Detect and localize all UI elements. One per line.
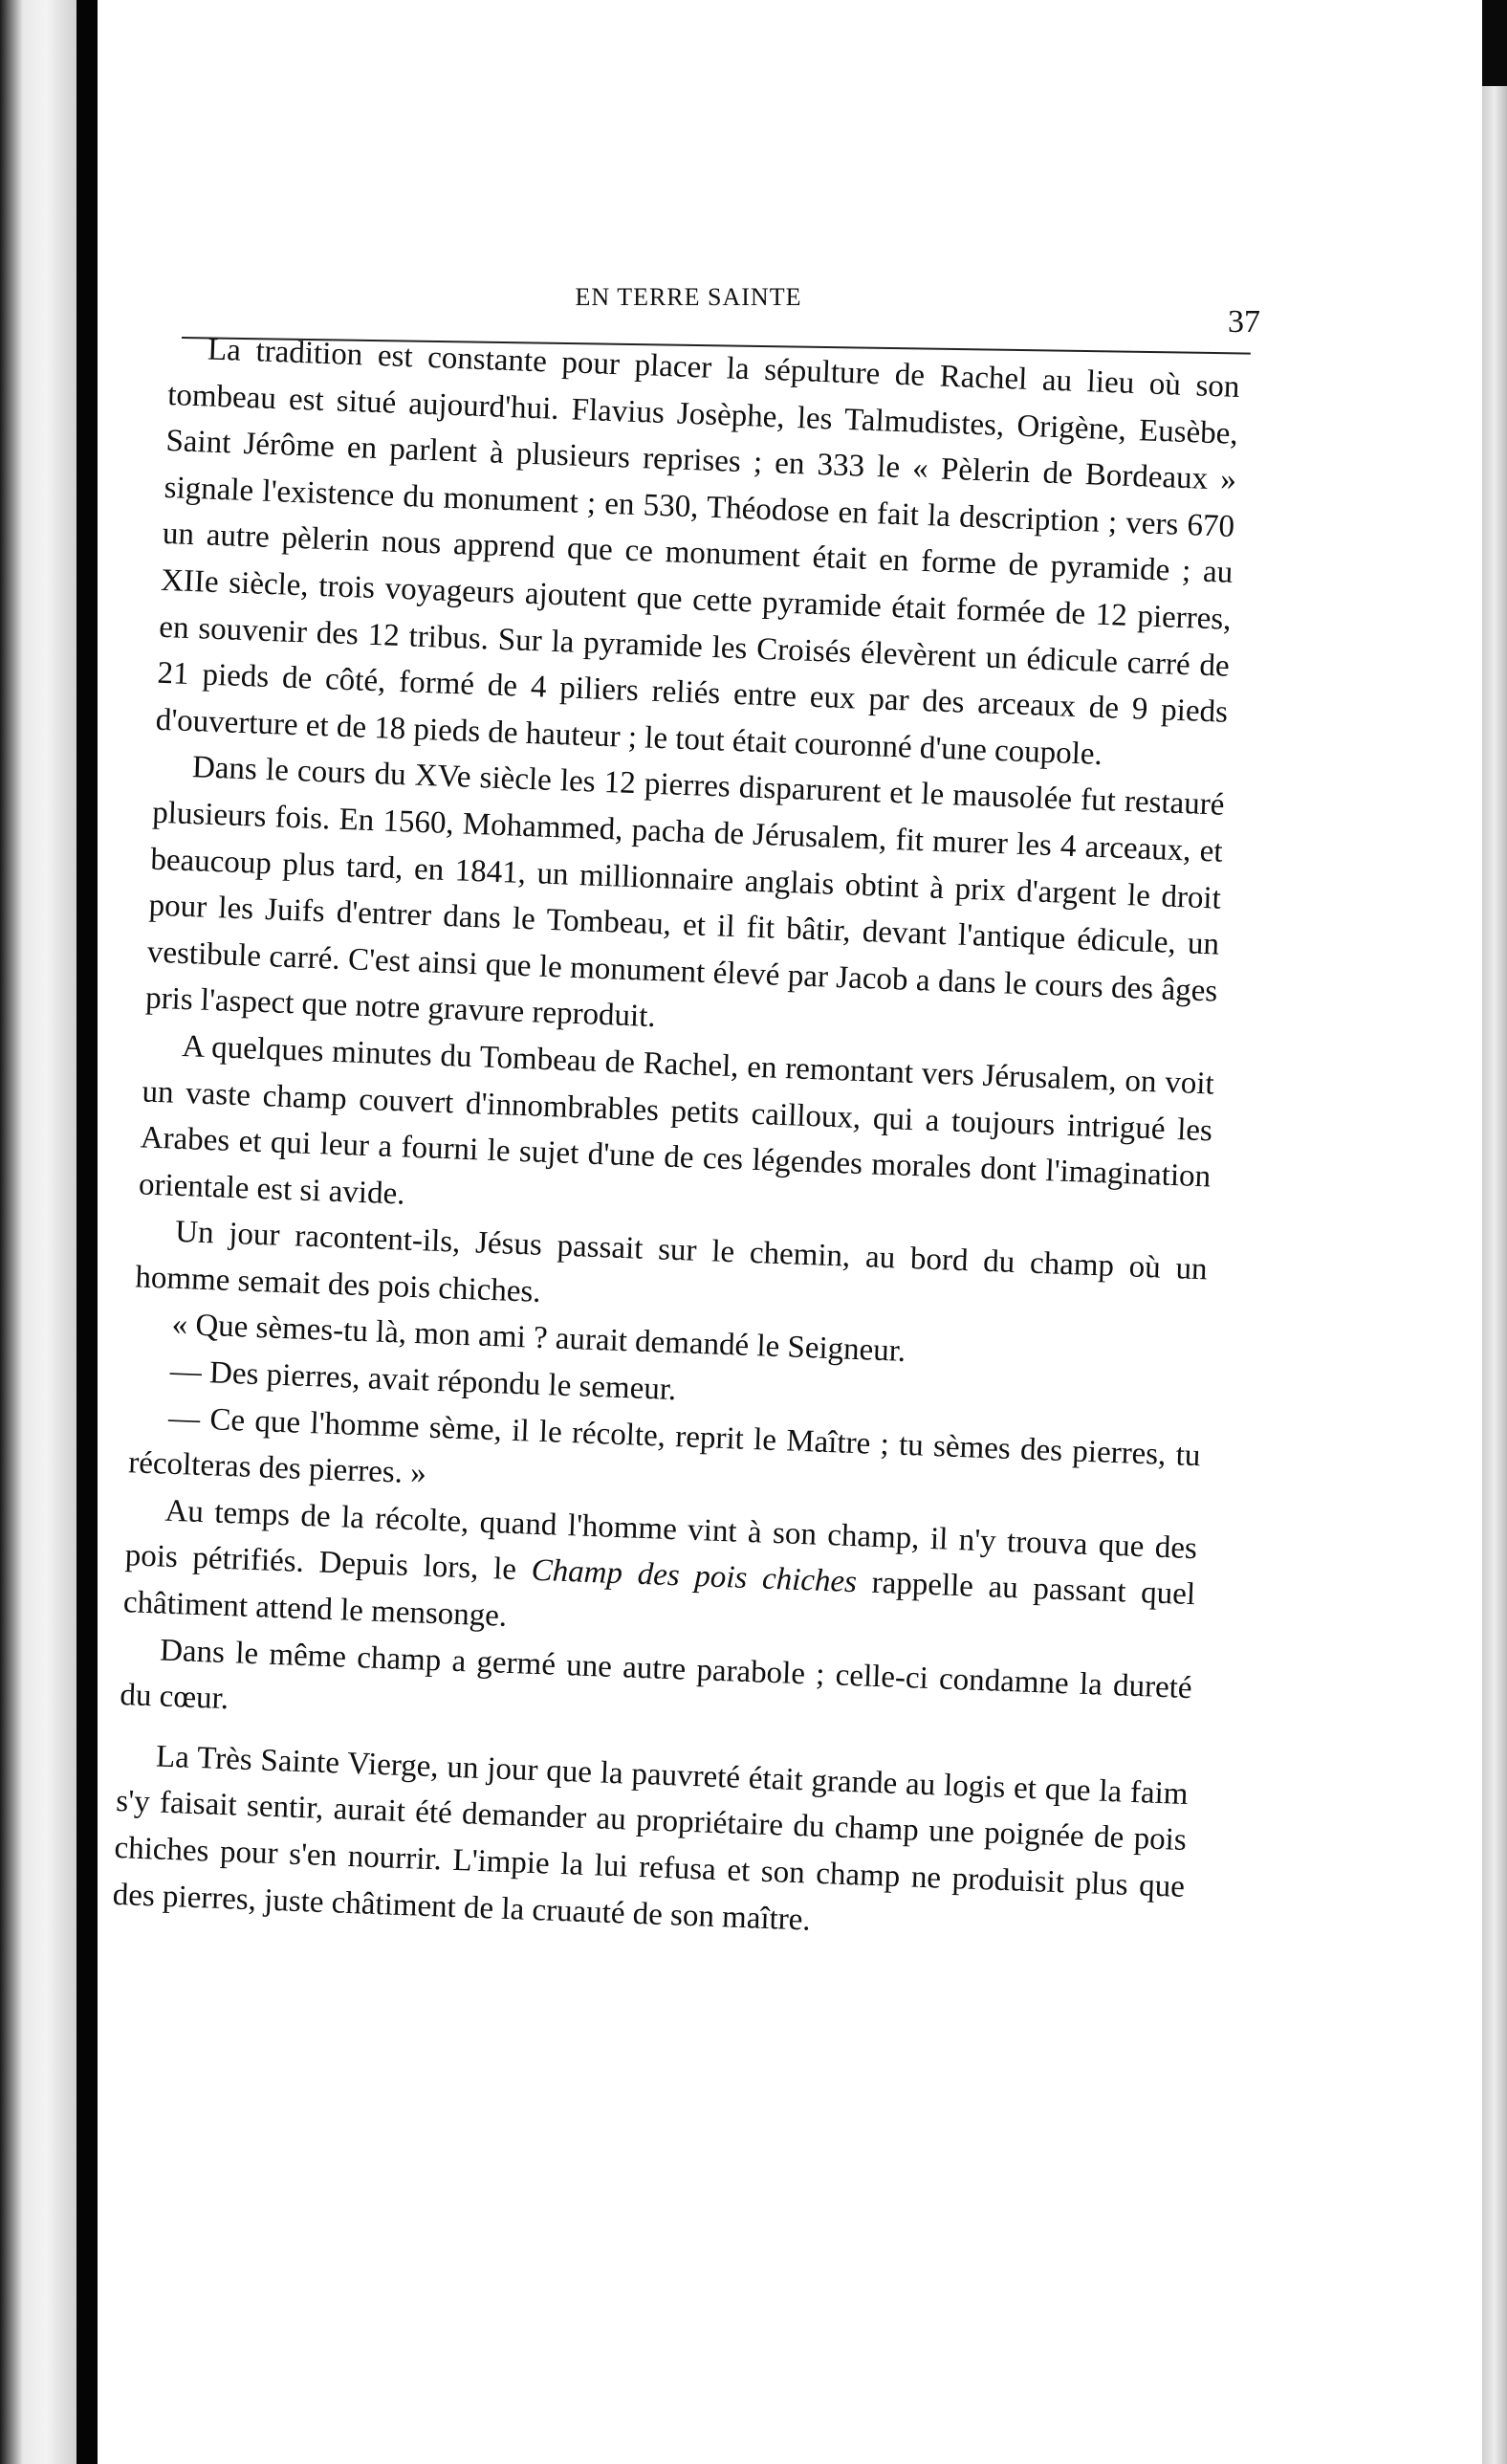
field-name-italic: Champ des pois chiches xyxy=(531,1553,858,1600)
facing-page-edge xyxy=(0,0,76,2464)
paragraph-dialogue-answer: — Des pierres, avait répondu le semeur. xyxy=(169,1353,677,1408)
page-stack-edge xyxy=(1482,86,1507,2464)
harvest-text-before: Au temps de la récolte, quand l'homme vint à son champ, il n'y trouva que des pois pétrifiés. Depuis lors, le xyxy=(124,1493,1198,1589)
paragraph-mausoleum-history: Dans le cours du XVe siècle les 12 pierres disparurent et le mausolée fut restauré plusieurs fois. En 1560, Mohammed, pacha de Jérusalem, fit murer les 4 arceaux, et beaucoup plus tard, en 1841, un millionnaire anglais obtint à prix d'argent le droit pour les Juifs d'entrer dans le Tombeau, et il fit bâtir, devant l'antique édicule, un vestibule carré. C'est ainsi que le monument élevé par Jacob a dans le cours des âges pris l'aspect que notre gravure reproduit. xyxy=(144,750,1226,1035)
paragraph-dialogue-question: « Que sèmes-tu là, mon ami ? aurait demandé le Seigneur. xyxy=(171,1308,906,1370)
page-number: 37 xyxy=(1228,304,1260,340)
book-gutter xyxy=(76,0,98,2464)
paragraph-virgin-legend: La Très Sainte Vierge, un jour que la pauvreté était grande au logis et que la faim s'y faisait sentir, aurait été demander au propriétaire du champ une poignée de pois chiches pour s'en nourrir. L'impie la lui refusa et son champ ne produisit plus que des pierres, juste châtiment de la cruauté de son maître. xyxy=(112,1739,1190,1938)
paragraph-dialogue-master: — Ce que l'homme sème, il le récolte, reprit le Maître ; tu sèmes des pierres, tu récolteras des pierres. » xyxy=(127,1400,1202,1491)
running-title: EN TERRE SAINTE xyxy=(575,283,802,311)
paragraph-second-parable: Dans le même champ a germé une autre parabole ; celle-ci condamne la dureté du cœur. xyxy=(119,1633,1193,1717)
paragraph-field-of-pebbles: A quelques minutes du Tombeau de Rachel, en remontant vers Jérusalem, on voit un vaste champ couvert d'innombrables petits cailloux, qui a toujours intrigué les Arabes et qui leur a fourni le sujet d'une de ces légendes morales dont l'imagination orientale est si avide. xyxy=(138,1028,1215,1212)
harvest-text-after: rappelle au passant quel châtiment attend le mensonge. xyxy=(122,1565,1196,1634)
paragraph-legend-start: Un jour racontent-ils, Jésus passait sur le chemin, au bord du champ où un homme semait des pois chiches. xyxy=(134,1215,1209,1309)
paragraph-rachel-tradition: La tradition est constante pour placer la sépulture de Rachel au lieu où son tombeau est situé aujourd'hui. Flavius Josèphe, les Talmudistes, Origène, Eusèbe, Saint Jérôme en parlent à plusieurs reprises ; en 333 le « Pèlerin de Bordeaux » signale l'existence du monument ; en 530, Théodose en fait la description ; vers 670 un autre pèlerin nous apprend que ce monument était en forme de pyramide ; au XIIe siècle, trois voyageurs ajoutent que cette pyramide était formée de 12 pierres, en souvenir des 12 tribus. Sur la pyramide les Croisés élevèrent un édicule carré de 21 pieds de côté, formé de 4 piliers reliés entre eux par des arceaux de 9 pieds d'ouverture et de 18 pieds de hauteur ; le tout était couronné d'une coupole. xyxy=(155,332,1241,772)
body-text xyxy=(112,325,1240,1957)
